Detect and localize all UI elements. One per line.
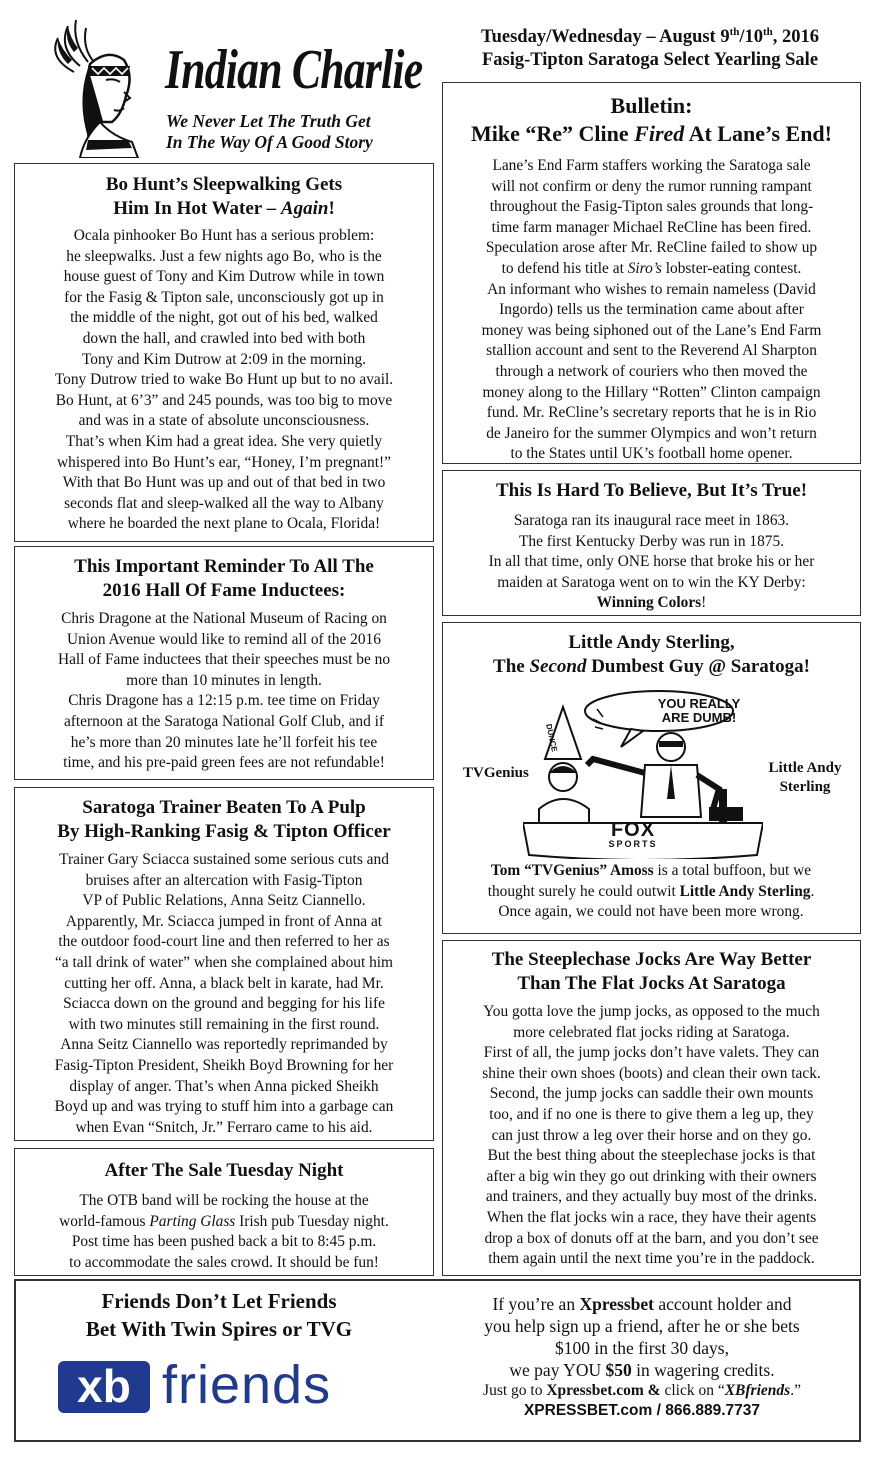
body-line: time farm manager Michael ReCline has been fired.: [491, 218, 812, 236]
body-line: and trainers, and they actually buy most of the drinks.: [485, 1188, 818, 1206]
tvgenius-label: TVGenius: [463, 765, 529, 781]
body-line: Speculation arose after Mr. ReCline failed to show up: [485, 239, 818, 257]
body-line: The first Kentucky Derby was run in 1875.: [519, 532, 784, 550]
headline: Bulletin: Mike “Re” Cline Fired At Lane’s End!: [471, 93, 832, 146]
body-line: them again until the next time you’re in the paddock.: [488, 1250, 815, 1268]
body-line: Winning Colors!: [596, 594, 707, 612]
body-line: too, and if no one is there to give them a leg up, they: [489, 1105, 814, 1123]
masthead: [28, 18, 428, 158]
body-line: Tony Dutrow tried to wake Bo Hunt up but to no avail.: [54, 371, 394, 389]
body-line: to the States until UK’s football home opener.: [510, 445, 793, 463]
article-hard-to-believe: [442, 470, 861, 616]
body-line: Ingordo) tells us the termination came about after: [499, 301, 804, 319]
body-line: “a tall drink of water” when she complained about him: [54, 953, 394, 971]
caption-line: Once again, we could not have been more wrong.: [498, 903, 804, 921]
body-line: will not confirm or deny the rumor running rampant: [491, 177, 812, 195]
fox-sports-logo: FOX SPORTS: [608, 819, 658, 849]
ad-line: Just go to Xpressbet.com & click on “XBfriends.”: [483, 1382, 801, 1399]
body-line: the middle of the night, got out of his bed, walked: [70, 309, 378, 327]
body-line: Fasig-Tipton President, Sheikh Boyd Browning for her: [54, 1056, 394, 1074]
speech-bubble-text: YOU REALLY ARE DUMB!: [657, 696, 741, 725]
body-line: Chris Dragone at the National Museum of Racing on: [61, 610, 387, 627]
body-line: and was in a state of absolute unconsciousness.: [78, 412, 370, 430]
body-line: VP of Public Relations, Anna Seitz Ciannello.: [82, 892, 366, 910]
body-line: he sleepwalks. Just a few nights ago Bo, who is the: [66, 247, 382, 265]
body-line: maiden at Saratoga went on to win the KY Derby:: [497, 573, 806, 591]
dateline: [440, 20, 860, 72]
tagline-line-1: We Never Let The Truth Get: [166, 111, 371, 131]
headline: This Important Reminder To All The 2016 Hall Of Fame Inductees:: [74, 556, 374, 601]
body-line: to accommodate the sales crowd. It should be fun!: [69, 1253, 379, 1271]
body-line: Lane’s End Farm staffers working the Saratoga sale: [492, 157, 811, 174]
xb-logo-mark: xb: [58, 1361, 150, 1413]
tagline-line-2: In The Way Of A Good Story: [166, 132, 373, 152]
ad-line: we pay YOU $50 in wagering credits.: [509, 1360, 775, 1380]
ad-line: $100 in the first 30 days,: [554, 1338, 729, 1358]
body-line: with two minutes still remaining in the first round.: [68, 1015, 380, 1033]
body-line: Hall of Fame inductees that their speeches must be no: [57, 651, 391, 669]
body-line: time, and his pre-paid green fees are not refundable!: [63, 754, 385, 772]
headline: Saratoga Trainer Beaten To A Pulp By High-Ranking Fasig & Tipton Officer: [57, 797, 391, 842]
body-line: But the best thing about the steeplechase jocks is that: [487, 1147, 816, 1165]
body-line: Trainer Gary Sciacca sustained some serious cuts and: [59, 851, 389, 868]
body-line: fund. Mr. ReCline’s secretary reports that he is in Rio: [486, 404, 817, 422]
dunce-cap-text: DUNCE: [544, 723, 559, 753]
body-line: for the Fasig & Tipton sale, unconsciously got up in: [64, 288, 384, 306]
body-line: to defend his title at Siro’s lobster-eating contest.: [501, 259, 802, 277]
body-line: seconds flat and sleep-walked all the way to Albany: [64, 494, 384, 512]
body-line: Bo Hunt, at 6’3” and 245 pounds, was too big to move: [55, 391, 393, 409]
body-line: Chris Dragone has a 12:15 p.m. tee time on Friday: [68, 692, 380, 710]
body-line: Saratoga ran its inaugural race meet in 1863.: [513, 512, 790, 529]
body-line: drop a box of donuts off at the barn, and you don’t see: [484, 1229, 819, 1247]
body-line: world-famous Parting Glass Irish pub Tuesday night.: [59, 1212, 389, 1230]
masthead-title: Indian Charlie: [165, 39, 423, 101]
event-name: Fasig-Tipton Saratoga Select Yearling Sale: [481, 50, 819, 71]
article-after-the-sale: [14, 1148, 434, 1276]
body-line: Sciacca down on the ground and begging for his life: [63, 995, 385, 1013]
body-line: Ocala pinhooker Bo Hunt has a serious problem:: [73, 227, 375, 244]
article-bulletin: [442, 82, 861, 464]
friends-logo-text: friends: [162, 1355, 332, 1415]
caption-line: Tom “TVGenius” Amoss is a total buffoon, but we: [490, 862, 812, 879]
body-line: Apparently, Mr. Sciacca jumped in front of Anna at: [65, 912, 383, 930]
body-line: With that Bo Hunt was up and out of that bed in two: [62, 474, 386, 492]
ad-headline: Friends Don’t Let Friends Bet With Twin Spires or TVG: [85, 1289, 353, 1341]
headline: After The Sale Tuesday Night: [104, 1160, 344, 1181]
body-line: The OTB band will be rocking the house at the: [79, 1192, 369, 1209]
body-line: after a big win they go out drinking with their owners: [486, 1167, 817, 1185]
body-line: shine their own shoes (boots) and clean their own tack.: [482, 1064, 821, 1082]
cartoon: [443, 689, 859, 859]
body-line: house guest of Tony and Kim Dutrow while in town: [63, 268, 385, 286]
indian-chief-illustration: [28, 18, 168, 158]
body-line: In all that time, only ONE horse that broke his or her: [488, 553, 815, 571]
body-line: through a network of couriers who then moved the: [495, 362, 808, 380]
body-line: throughout the Fasig-Tipton sales grounds that long-: [489, 198, 814, 216]
article-little-andy: [442, 622, 861, 934]
body-line: whispered into Bo Hunt’s ear, “Honey, I’m pregnant!”: [57, 453, 391, 471]
body-line: afternoon at the Saratoga National Golf Club, and if: [63, 712, 385, 730]
body-line: Second, the jump jocks can saddle their own mounts: [489, 1085, 814, 1103]
headline: Little Andy Sterling, The Second Dumbest Guy @ Saratoga!: [493, 632, 810, 677]
body-line: When the flat jocks win a race, they have their agents: [486, 1208, 817, 1226]
article-hall-of-fame: [14, 546, 434, 780]
body-line: Post time has been pushed back a bit to 8:45 p.m.: [71, 1233, 377, 1251]
ad-line: you help sign up a friend, after he or she bets: [484, 1316, 800, 1336]
article-bo-hunt: [14, 163, 434, 542]
headline: Bo Hunt’s Sleepwalking Gets Him In Hot Water – Again!: [105, 174, 343, 219]
body-line: An informant who wishes to remain nameless (David: [487, 280, 816, 298]
body-line: cutting her off. Anna, a black belt in karate, had Mr.: [64, 974, 384, 992]
ad-copy: [428, 1293, 856, 1420]
body-line: can just throw a leg over their horse and on they go.: [491, 1126, 812, 1144]
xpressbet-ad: [14, 1279, 861, 1442]
headline: The Steeplechase Jocks Are Way Better Than The Flat Jocks At Saratoga: [491, 949, 812, 994]
body-line: Boyd up and was trying to stuff him into a garbage can: [54, 1098, 394, 1116]
body-line: when Evan “Snitch, Jr.” Ferraro came to his aid.: [75, 1118, 373, 1136]
body-line: display of anger. That’s when Anna picked Sheikh: [69, 1077, 379, 1095]
body-line: First of all, the jump jocks don’t have valets. They can: [483, 1044, 820, 1062]
ad-footer-contact[interactable]: XPRESSBET.com / 866.889.7737: [523, 1402, 761, 1419]
body-line: more than 10 minutes in length.: [126, 671, 322, 689]
caption-line: thought surely he could outwit Little Andy Sterling.: [487, 882, 815, 900]
body-line: the outdoor food-court line and then referred to her as: [58, 933, 390, 951]
body-line: Tony and Kim Dutrow at 2:09 in the morning.: [81, 350, 367, 368]
xb-friends-logo[interactable]: [58, 1355, 388, 1415]
article-trainer-beaten: [14, 787, 434, 1141]
body-line: That’s when Kim had a great idea. She very quietly: [65, 432, 383, 450]
body-line: more celebrated flat jocks riding at Saratoga.: [513, 1023, 790, 1041]
body-line: You gotta love the jump jocks, as opposed to the much: [483, 1003, 820, 1020]
little-andy-label: Little Andy Sterling: [768, 760, 842, 795]
body-line: money was being siphoned out of the Lane’s End Farm: [481, 321, 822, 339]
issue-date: Tuesday/Wednesday – August 9th/10th, 2016: [480, 26, 820, 48]
body-line: stallion account and sent to the Reverend Al Sharpton: [486, 342, 817, 360]
body-line: Anna Seitz Ciannello was reportedly reprimanded by: [60, 1036, 388, 1054]
body-line: Union Avenue would like to remind all of the 2016: [67, 630, 381, 648]
body-line: bruises after an altercation with Fasig-Tipton: [85, 871, 363, 889]
body-line: where he boarded the next plane to Ocala, Florida!: [67, 515, 381, 533]
body-line: down the hall, and crawled into bed with both: [82, 329, 366, 347]
body-line: he’s more than 20 minutes late he’ll forfeit his tee: [70, 733, 378, 751]
headline: This Is Hard To Believe, But It’s True!: [495, 480, 808, 501]
body-line: de Janeiro for the summer Olympics and won’t return: [486, 424, 817, 442]
body-line: money along to the Hillary “Rotten” Clinton campaign: [482, 383, 821, 401]
article-steeplechase: [442, 940, 861, 1276]
ad-line: If you’re an Xpressbet account holder and: [492, 1294, 792, 1314]
